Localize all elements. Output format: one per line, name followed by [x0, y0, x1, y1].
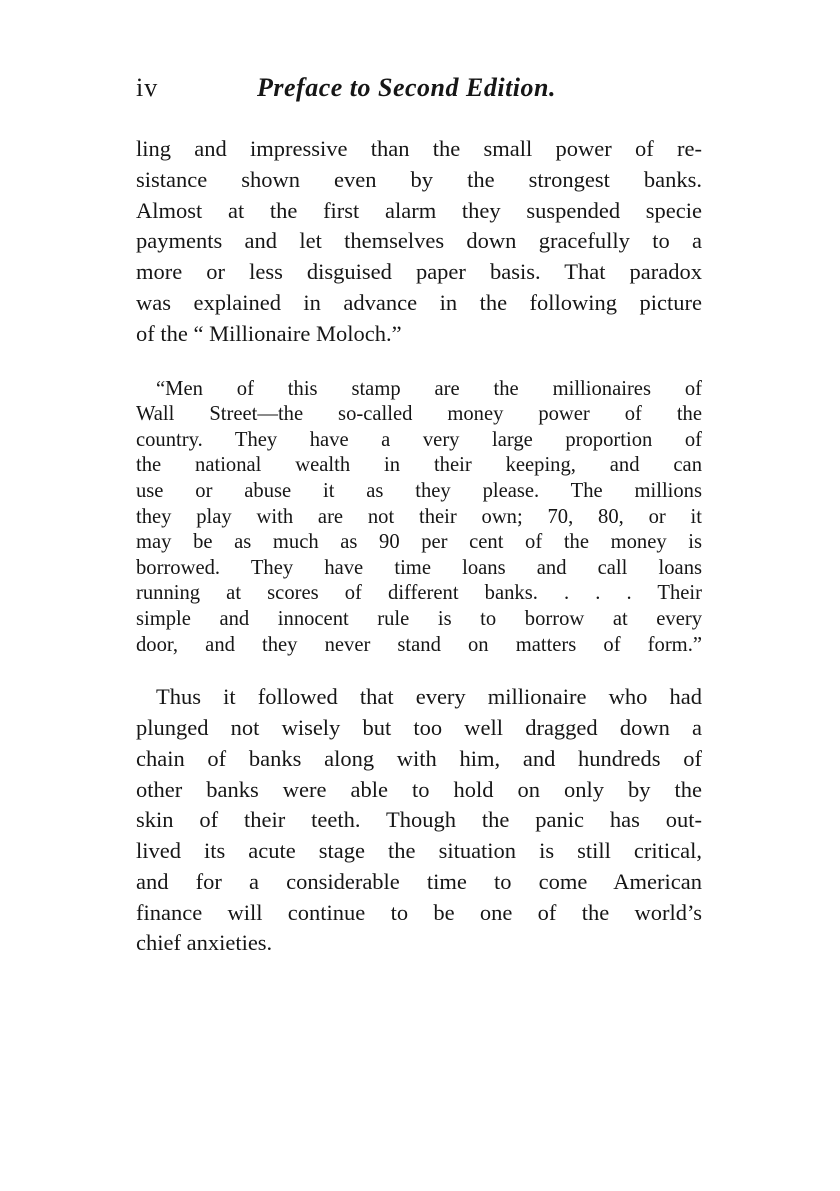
text-line: chief anxieties. — [136, 930, 273, 956]
quote-line: door, and they never stand on matters of form.” — [136, 633, 702, 656]
text-line: lived its acute stage the situation is still critical, — [136, 838, 702, 864]
quote-line: country. They have a very large proportion of — [136, 428, 702, 451]
book-page — [136, 70, 702, 959]
quote-line: “Men of this stamp are the millionaires of — [156, 377, 702, 400]
quote-line: running at scores of different banks. . . . Their — [136, 582, 702, 605]
paragraph-2 — [136, 682, 702, 959]
text-line: chain of banks along with him, and hundreds of — [136, 745, 702, 771]
quote-line: the national wealth in their keeping, and can — [136, 454, 702, 477]
page-number: iv — [136, 73, 159, 102]
running-title: Preface to Second Edition. — [257, 73, 556, 102]
paragraph-1 — [136, 134, 702, 350]
quote-line: use or abuse it as they please. The millions — [136, 479, 702, 502]
text-line: of the “ Millionaire Moloch.” — [136, 320, 402, 346]
quote-line: simple and innocent rule is to borrow at every — [136, 607, 702, 630]
text-line: plunged not wisely but too well dragged down a — [136, 714, 702, 740]
text-line: was explained in advance in the following picture — [136, 289, 702, 315]
text-line: more or less disguised paper basis. That paradox — [136, 259, 702, 285]
text-line: ling and impressive than the small power of re- — [136, 136, 702, 161]
block-quote — [136, 377, 702, 659]
text-line: sistance shown even by the strongest banks. — [136, 166, 702, 192]
quote-line: they play with are not their own; 70, 80, or it — [136, 505, 702, 528]
running-header — [136, 70, 702, 110]
text-line: Thus it followed that every millionaire who had — [156, 684, 702, 710]
quote-line: Wall Street—the so-called money power of the — [136, 403, 702, 426]
text-line: other banks were able to hold on only by the — [136, 776, 702, 802]
quote-line: may be as much as 90 per cent of the money is — [136, 531, 702, 554]
text-line: Almost at the first alarm they suspended specie — [136, 197, 702, 223]
text-line: skin of their teeth. Though the panic has out- — [136, 807, 702, 833]
text-line: and for a considerable time to come American — [136, 868, 702, 894]
text-line: finance will continue to be one of the world’s — [136, 899, 702, 925]
text-line: payments and let themselves down gracefully to a — [136, 228, 702, 254]
quote-line: borrowed. They have time loans and call loans — [136, 556, 702, 579]
